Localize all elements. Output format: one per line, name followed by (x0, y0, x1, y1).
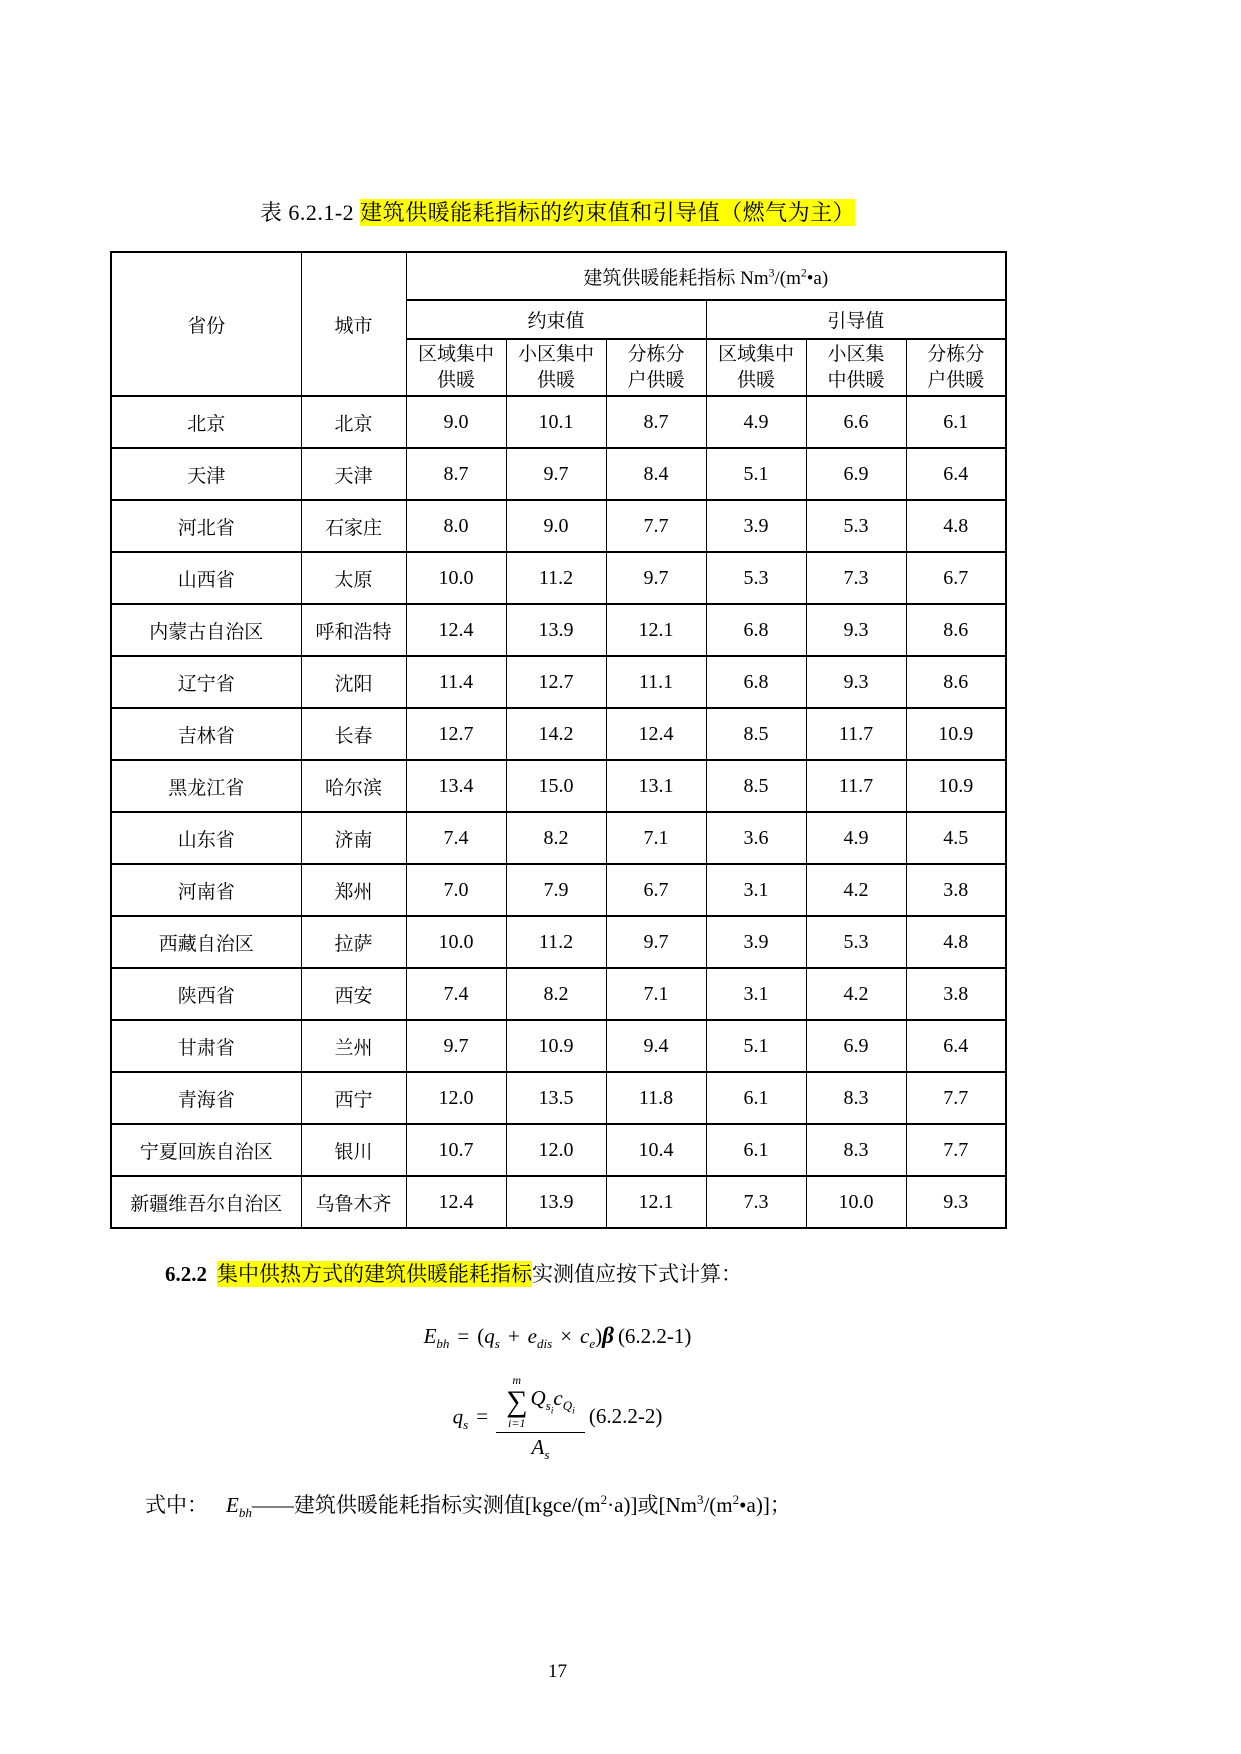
province-cell: 辽宁省 (111, 656, 301, 708)
city-cell: 乌鲁木齐 (301, 1176, 406, 1228)
value-cell: 13.1 (606, 760, 706, 812)
value-cell: 12.0 (506, 1124, 606, 1176)
value-cell: 3.8 (906, 864, 1006, 916)
value-cell: 8.5 (706, 708, 806, 760)
value-cell: 8.5 (706, 760, 806, 812)
value-cell: 7.7 (906, 1072, 1006, 1124)
province-cell: 河南省 (111, 864, 301, 916)
group-header-constraint: 约束值 (406, 300, 706, 339)
value-cell: 5.1 (706, 1020, 806, 1072)
col-header-unit: 建筑供暖能耗指标 $Nm^3/(m^2•a)$ (406, 252, 1006, 300)
value-cell: 12.7 (406, 708, 506, 760)
province-cell: 新疆维吾尔自治区 (111, 1176, 301, 1228)
formula-6-2-2-1: $E_{bh} = (q_s + e_{dis} \times c_e)\beta$ (6.2.2-1) (423, 1322, 692, 1351)
heating-energy-table (110, 251, 1007, 1229)
value-cell: 5.3 (706, 552, 806, 604)
value-cell: 11.8 (606, 1072, 706, 1124)
value-cell: 10.0 (406, 552, 506, 604)
value-cell: 14.2 (506, 708, 606, 760)
value-cell: 15.0 (506, 760, 606, 812)
value-cell: 7.9 (506, 864, 606, 916)
city-cell: 呼和浩特 (301, 604, 406, 656)
value-cell: 8.7 (406, 448, 506, 500)
city-cell: 石家庄 (301, 500, 406, 552)
value-cell: 13.5 (506, 1072, 606, 1124)
value-cell: 6.9 (806, 1020, 906, 1072)
value-cell: 12.4 (406, 604, 506, 656)
table-body (111, 396, 1006, 1228)
value-cell: 6.8 (706, 604, 806, 656)
value-cell: 6.1 (706, 1124, 806, 1176)
value-cell: 10.4 (606, 1124, 706, 1176)
value-cell: 10.7 (406, 1124, 506, 1176)
unit-sup3: 3 (768, 266, 775, 280)
section-number: 6.2.2 (165, 1262, 207, 1286)
value-cell: 11.7 (806, 760, 906, 812)
province-cell: 河北省 (111, 500, 301, 552)
value-cell: 7.0 (406, 864, 506, 916)
value-cell: 10.0 (806, 1176, 906, 1228)
page-number: 17 (548, 1661, 567, 1683)
table-row (111, 760, 1006, 812)
value-cell: 3.9 (706, 500, 806, 552)
value-cell: 10.9 (506, 1020, 606, 1072)
value-cell: 8.6 (906, 604, 1006, 656)
section-6-2-2 (110, 1259, 1005, 1291)
value-cell: 8.4 (606, 448, 706, 500)
value-cell: 8.7 (606, 396, 706, 448)
value-cell: 3.8 (906, 968, 1006, 1020)
value-cell: 6.9 (806, 448, 906, 500)
value-cell: 10.9 (906, 708, 1006, 760)
city-cell: 太原 (301, 552, 406, 604)
subheader-cell: 分栋分 户供暖 (606, 339, 706, 396)
value-cell: 12.1 (606, 604, 706, 656)
value-cell: 10.1 (506, 396, 606, 448)
value-cell: 6.7 (906, 552, 1006, 604)
subheader-cell: 分栋分 户供暖 (906, 339, 1006, 396)
value-cell: 9.7 (506, 448, 606, 500)
value-cell: 11.4 (406, 656, 506, 708)
table-row (111, 812, 1006, 864)
table-row (111, 500, 1006, 552)
province-cell: 陕西省 (111, 968, 301, 1020)
unit-text: 建筑供暖能耗指标 Nm (583, 267, 769, 289)
value-cell: 9.3 (906, 1176, 1006, 1228)
province-cell: 内蒙古自治区 (111, 604, 301, 656)
city-cell: 天津 (301, 448, 406, 500)
value-cell: 7.1 (606, 968, 706, 1020)
value-cell: 9.7 (606, 552, 706, 604)
value-cell: 7.7 (606, 500, 706, 552)
value-cell: 4.8 (906, 916, 1006, 968)
value-cell: 10.0 (406, 916, 506, 968)
value-cell: 12.4 (606, 708, 706, 760)
value-cell: 4.5 (906, 812, 1006, 864)
province-cell: 山东省 (111, 812, 301, 864)
table-row (111, 1124, 1006, 1176)
symbol-E: E (423, 1323, 437, 1348)
value-cell: 8.2 (506, 812, 606, 864)
value-cell: 4.2 (806, 864, 906, 916)
value-cell: 13.9 (506, 1176, 606, 1228)
value-cell: 9.7 (406, 1020, 506, 1072)
city-cell: 哈尔滨 (301, 760, 406, 812)
value-cell: 4.8 (906, 500, 1006, 552)
value-cell: 6.6 (806, 396, 906, 448)
value-cell: 9.7 (606, 916, 706, 968)
value-cell: 8.3 (806, 1072, 906, 1124)
province-cell: 山西省 (111, 552, 301, 604)
symbol-Q: Q (530, 1385, 546, 1410)
col-header-province: 省份 (111, 252, 301, 396)
value-cell: 5.3 (806, 916, 906, 968)
table-row (111, 968, 1006, 1020)
value-cell: 6.7 (606, 864, 706, 916)
value-cell: 8.0 (406, 500, 506, 552)
value-cell: 9.3 (806, 656, 906, 708)
city-cell: 济南 (301, 812, 406, 864)
fraction: m ∑ i=1 $Q_{s_i}c_{Q_i}$ $A_s$ (496, 1374, 585, 1464)
province-cell: 甘肃省 (111, 1020, 301, 1072)
table-title (110, 196, 1005, 227)
table-row (111, 448, 1006, 500)
where-label: 式中： (145, 1493, 208, 1518)
city-cell: 沈阳 (301, 656, 406, 708)
table-row (111, 916, 1006, 968)
city-cell: 郑州 (301, 864, 406, 916)
symbol-qs: q (452, 1404, 464, 1429)
value-cell: 9.3 (806, 604, 906, 656)
group-header-guide: 引导值 (706, 300, 1006, 339)
section-rest: 实测值应按下式计算： (532, 1262, 742, 1286)
table-row (111, 552, 1006, 604)
province-cell: 西藏自治区 (111, 916, 301, 968)
table-row (111, 864, 1006, 916)
subheader-cell: 小区集中 供暖 (506, 339, 606, 396)
value-cell: 9.4 (606, 1020, 706, 1072)
value-cell: 3.1 (706, 968, 806, 1020)
summation: m ∑ i=1 (506, 1372, 528, 1430)
value-cell: 12.0 (406, 1072, 506, 1124)
symbol-beta: β (602, 1322, 614, 1348)
value-cell: 7.3 (806, 552, 906, 604)
value-cell: 3.9 (706, 916, 806, 968)
value-cell: 11.2 (506, 916, 606, 968)
value-cell: 7.1 (606, 812, 706, 864)
subheader-cell: 区域集中 供暖 (406, 339, 506, 396)
province-cell: 天津 (111, 448, 301, 500)
province-cell: 北京 (111, 396, 301, 448)
value-cell: 6.1 (706, 1072, 806, 1124)
where-dash: —— (251, 1493, 294, 1518)
table-row (111, 708, 1006, 760)
table-row (111, 396, 1006, 448)
symbol-cQ: c (553, 1385, 563, 1410)
value-cell: 12.1 (606, 1176, 706, 1228)
formula-6-2-2-2: $q_s$ = m ∑ i=1 $Q_{s_i}c_{Q_i}$ $A_s$ (6.2.2-2) (452, 1372, 663, 1463)
value-cell: 9.0 (506, 500, 606, 552)
value-cell: 12.7 (506, 656, 606, 708)
subheader-cell: 区域集中 供暖 (706, 339, 806, 396)
value-cell: 11.2 (506, 552, 606, 604)
unit-sup2: 2 (800, 266, 807, 280)
symbol-q: q (484, 1323, 495, 1348)
table-title-prefix: 表 6.2.1-2 (259, 200, 355, 225)
city-cell: 西安 (301, 968, 406, 1020)
city-cell: 北京 (301, 396, 406, 448)
city-cell: 拉萨 (301, 916, 406, 968)
value-cell: 5.3 (806, 500, 906, 552)
province-cell: 吉林省 (111, 708, 301, 760)
province-cell: 青海省 (111, 1072, 301, 1124)
table-row (111, 1176, 1006, 1228)
document-content (110, 0, 1005, 1683)
province-cell: 宁夏回族自治区 (111, 1124, 301, 1176)
table-header (111, 252, 1006, 396)
value-cell: 5.1 (706, 448, 806, 500)
symbol-c: c (580, 1323, 590, 1348)
table-row (111, 604, 1006, 656)
value-cell: 11.7 (806, 708, 906, 760)
where-symbol: E (226, 1493, 239, 1518)
value-cell: 7.4 (406, 968, 506, 1020)
table-row (111, 656, 1006, 708)
value-cell: 7.7 (906, 1124, 1006, 1176)
value-cell: 8.2 (506, 968, 606, 1020)
subheader-cell: 小区集 中供暖 (806, 339, 906, 396)
table-row (111, 1020, 1006, 1072)
value-cell: 6.4 (906, 448, 1006, 500)
value-cell: 13.4 (406, 760, 506, 812)
value-cell: 7.4 (406, 812, 506, 864)
formula-number-1: (6.2.2-1) (617, 1323, 692, 1348)
where-clause: 式中： $E_{bh}——$建筑供暖能耗指标实测值$[kgce/(m^2\cdot a)]$或$[Nm^3/(m^2•a)]$； (145, 1492, 791, 1521)
value-cell: 3.1 (706, 864, 806, 916)
value-cell: 4.9 (706, 396, 806, 448)
city-cell: 银川 (301, 1124, 406, 1176)
sigma-symbol: ∑ (506, 1384, 528, 1418)
table-title-highlight: 建筑供暖能耗指标的约束值和引导值（燃气为主） (360, 200, 856, 225)
value-cell: 10.9 (906, 760, 1006, 812)
value-cell: 12.4 (406, 1176, 506, 1228)
symbol-e: e (527, 1323, 537, 1348)
value-cell: 4.9 (806, 812, 906, 864)
city-cell: 西宁 (301, 1072, 406, 1124)
value-cell: 3.6 (706, 812, 806, 864)
value-cell: 7.3 (706, 1176, 806, 1228)
value-cell: 9.0 (406, 396, 506, 448)
formula-number-2: (6.2.2-2) (588, 1404, 663, 1429)
col-header-city: 城市 (301, 252, 406, 396)
value-cell: 4.2 (806, 968, 906, 1020)
section-highlight: 集中供热方式的建筑供暖能耗指标 (217, 1262, 532, 1286)
value-cell: 6.1 (906, 396, 1006, 448)
province-cell: 黑龙江省 (111, 760, 301, 812)
value-cell: 11.1 (606, 656, 706, 708)
value-cell: 13.9 (506, 604, 606, 656)
symbol-A: A (531, 1435, 545, 1460)
city-cell: 长春 (301, 708, 406, 760)
value-cell: 8.6 (906, 656, 1006, 708)
value-cell: 8.3 (806, 1124, 906, 1176)
value-cell: 6.4 (906, 1020, 1006, 1072)
city-cell: 兰州 (301, 1020, 406, 1072)
table-row (111, 1072, 1006, 1124)
value-cell: 6.8 (706, 656, 806, 708)
